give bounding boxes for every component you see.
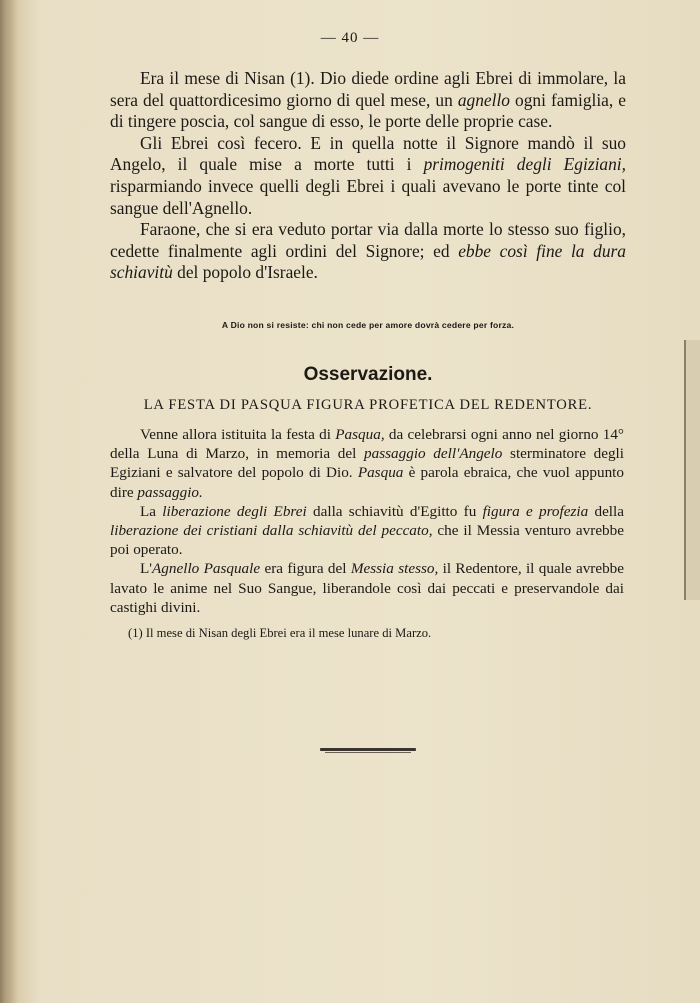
section-subheading: LA FESTA DI PASQUA FIGURA PROFETICA DEL REDENTORE. (143, 397, 593, 413)
end-rule (320, 748, 416, 751)
main-text (110, 68, 626, 284)
page-edge-fold (684, 340, 700, 600)
observation-text (110, 425, 624, 617)
paragraph-2: Gli Ebrei così fecero. E in quella notte il Signore mandò il suo Angelo, il quale mise a morte tutti i primogeniti degli Egiziani, risparmiando invece quelli degli Ebrei i quali avevano le porte tinte col sangue dell'Agnello. (110, 132, 626, 218)
page-spine-shadow (0, 0, 18, 1003)
page-number: — 40 — (320, 30, 380, 46)
observation-paragraph-1: Venne allora istituita la festa di Pasqua, da celebrarsi ogni anno nel giorno 14° della Luna di Marzo, in memoria del passaggio dell'Angelo sterminatore degli Egiziani e salvatore del popolo di Dio. Pasqua è parola ebraica, che vuol appunto dire passaggio. (110, 426, 624, 501)
observation-paragraph-3: L'Agnello Pasquale era figura del Messia stesso, il Redentore, il quale avrebbe lavato le anime nel Suo Sangue, liberandole così dai peccati e preservandole dai castighi divini. (110, 560, 625, 616)
footnote: (1) Il mese di Nisan degli Ebrei era il mese lunare di Marzo. (128, 626, 432, 640)
motto: A Dio non si resiste: chi non cede per amore dovrà cedere per forza. (221, 320, 515, 330)
section-heading: Osservazione. (303, 364, 433, 385)
end-rule-thin (325, 752, 411, 753)
observation-paragraph-2: La liberazione degli Ebrei dalla schiavitù d'Egitto fu figura e profezia della liberazione dei cristiani dalla schiavitù del peccato, che il Messia venturo avrebbe poi operato. (110, 502, 624, 559)
paragraph-3: Faraone, che si era veduto portar via dalla morte lo stesso suo figlio, cedette finalmente agli ordini del Signore; ed ebbe così fine la dura schiavitù del popolo d'Israele. (110, 219, 626, 283)
paragraph-1: Era il mese di Nisan (1). Dio diede ordine agli Ebrei di immolare, la sera del quattordicesimo giorno di quel mese, un agnello ogni famiglia, e di tingere poscia, col sangue di esso, le porte delle proprie case. (110, 68, 626, 132)
